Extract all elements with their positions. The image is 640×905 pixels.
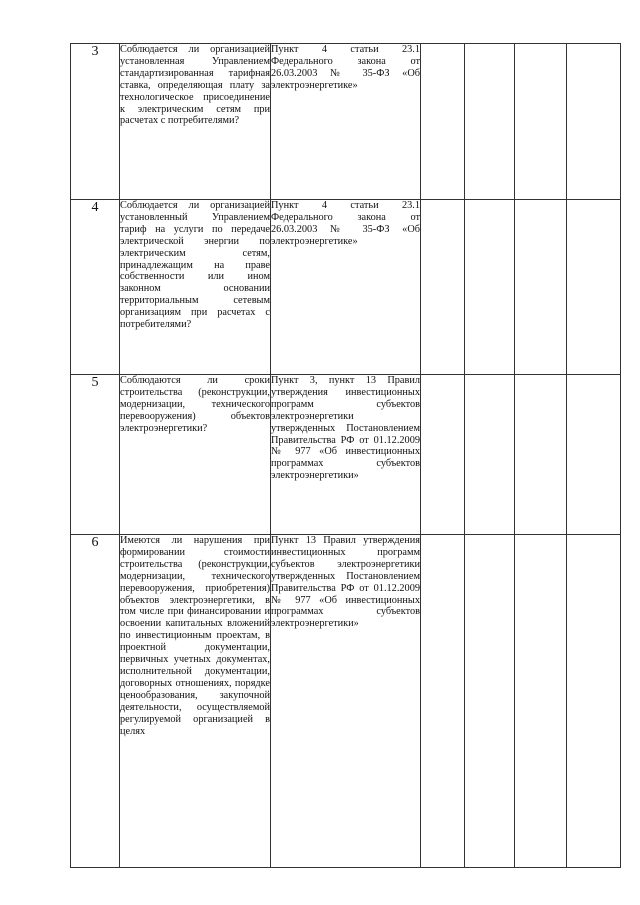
answer-cell-no[interactable] — [465, 375, 515, 535]
legal-basis-text: Пункт 3, пункт 13 Правил утверждения инвестиционных программ субъектов электроэнергетики утвержденных Постановлением Правительства РФ от 01.12.2009 № 977 «Об инвестиционных программах субъектов электроэнергетики» — [271, 375, 420, 482]
row-number: 3 — [71, 44, 120, 200]
row-number: 5 — [71, 375, 120, 535]
question-text: Имеются ли нарушения при формировании стоимости строительства (реконструкции, модернизации, технического перевооружения, приобретения) объектов электроэнергетики, в том числе при финансировании и освоении капитальных вложений по инвестиционным проектам, в проектной документации, первичных учетных документах, исполнительной документации, договорных отношениях, порядке ценообразования, закупочной деятельности, осуществляемой регулируемой организацией в целях — [120, 535, 270, 737]
answer-cell-no[interactable] — [465, 200, 515, 375]
legal-basis-cell — [271, 535, 421, 868]
legal-basis-cell — [271, 44, 421, 200]
table-row — [71, 375, 621, 535]
checklist-table — [70, 43, 621, 868]
question-cell — [120, 200, 271, 375]
question-cell — [120, 44, 271, 200]
answer-cell-yes[interactable] — [421, 375, 465, 535]
row-number: 6 — [71, 535, 120, 868]
answer-cell-no[interactable] — [465, 44, 515, 200]
answer-cell-na[interactable] — [515, 535, 567, 868]
legal-basis-text: Пункт 13 Правил утверждения инвестиционных программ субъектов электроэнергетики утвержденных Постановлением Правительства РФ от 01.12.2009 № 977 «Об инвестиционных программах субъектов электроэнергетики» — [271, 535, 420, 630]
question-text: Соблюдаются ли сроки строительства (реконструкции, модернизации, технического перевооружения) объектов электроэнергетики? — [120, 375, 270, 434]
answer-cell-note[interactable] — [567, 375, 621, 535]
table-row — [71, 535, 621, 868]
answer-cell-na[interactable] — [515, 200, 567, 375]
answer-cell-note[interactable] — [567, 200, 621, 375]
legal-basis-cell — [271, 200, 421, 375]
table-row — [71, 44, 621, 200]
answer-cell-note[interactable] — [567, 535, 621, 868]
answer-cell-yes[interactable] — [421, 200, 465, 375]
answer-cell-na[interactable] — [515, 44, 567, 200]
legal-basis-text: Пункт 4 статьи 23.1 Федерального закона от 26.03.2003 № 35-ФЗ «Об электроэнергетике» — [271, 200, 420, 247]
legal-basis-text: Пункт 4 статьи 23.1 Федерального закона от 26.03.2003 № 35-ФЗ «Об электроэнергетике» — [271, 44, 420, 91]
question-text: Соблюдается ли организацией установленный Управлением тариф на услуги по передаче электрической энергии по электрическим сетям, принадлежащим на праве собственности или ином законном основании территориальным сетевым организациям при расчетах с потребителями? — [120, 200, 270, 331]
row-number: 4 — [71, 200, 120, 375]
question-cell — [120, 375, 271, 535]
answer-cell-na[interactable] — [515, 375, 567, 535]
table-row — [71, 200, 621, 375]
answer-cell-yes[interactable] — [421, 535, 465, 868]
question-cell — [120, 535, 271, 868]
answer-cell-yes[interactable] — [421, 44, 465, 200]
answer-cell-note[interactable] — [567, 44, 621, 200]
question-text: Соблюдается ли организацией установленная Управлением стандартизированная тарифная ставка, определяющая плату за технологическое присоединение к электрическим сетям при расчетах с потребителями? — [120, 44, 270, 127]
answer-cell-no[interactable] — [465, 535, 515, 868]
legal-basis-cell — [271, 375, 421, 535]
